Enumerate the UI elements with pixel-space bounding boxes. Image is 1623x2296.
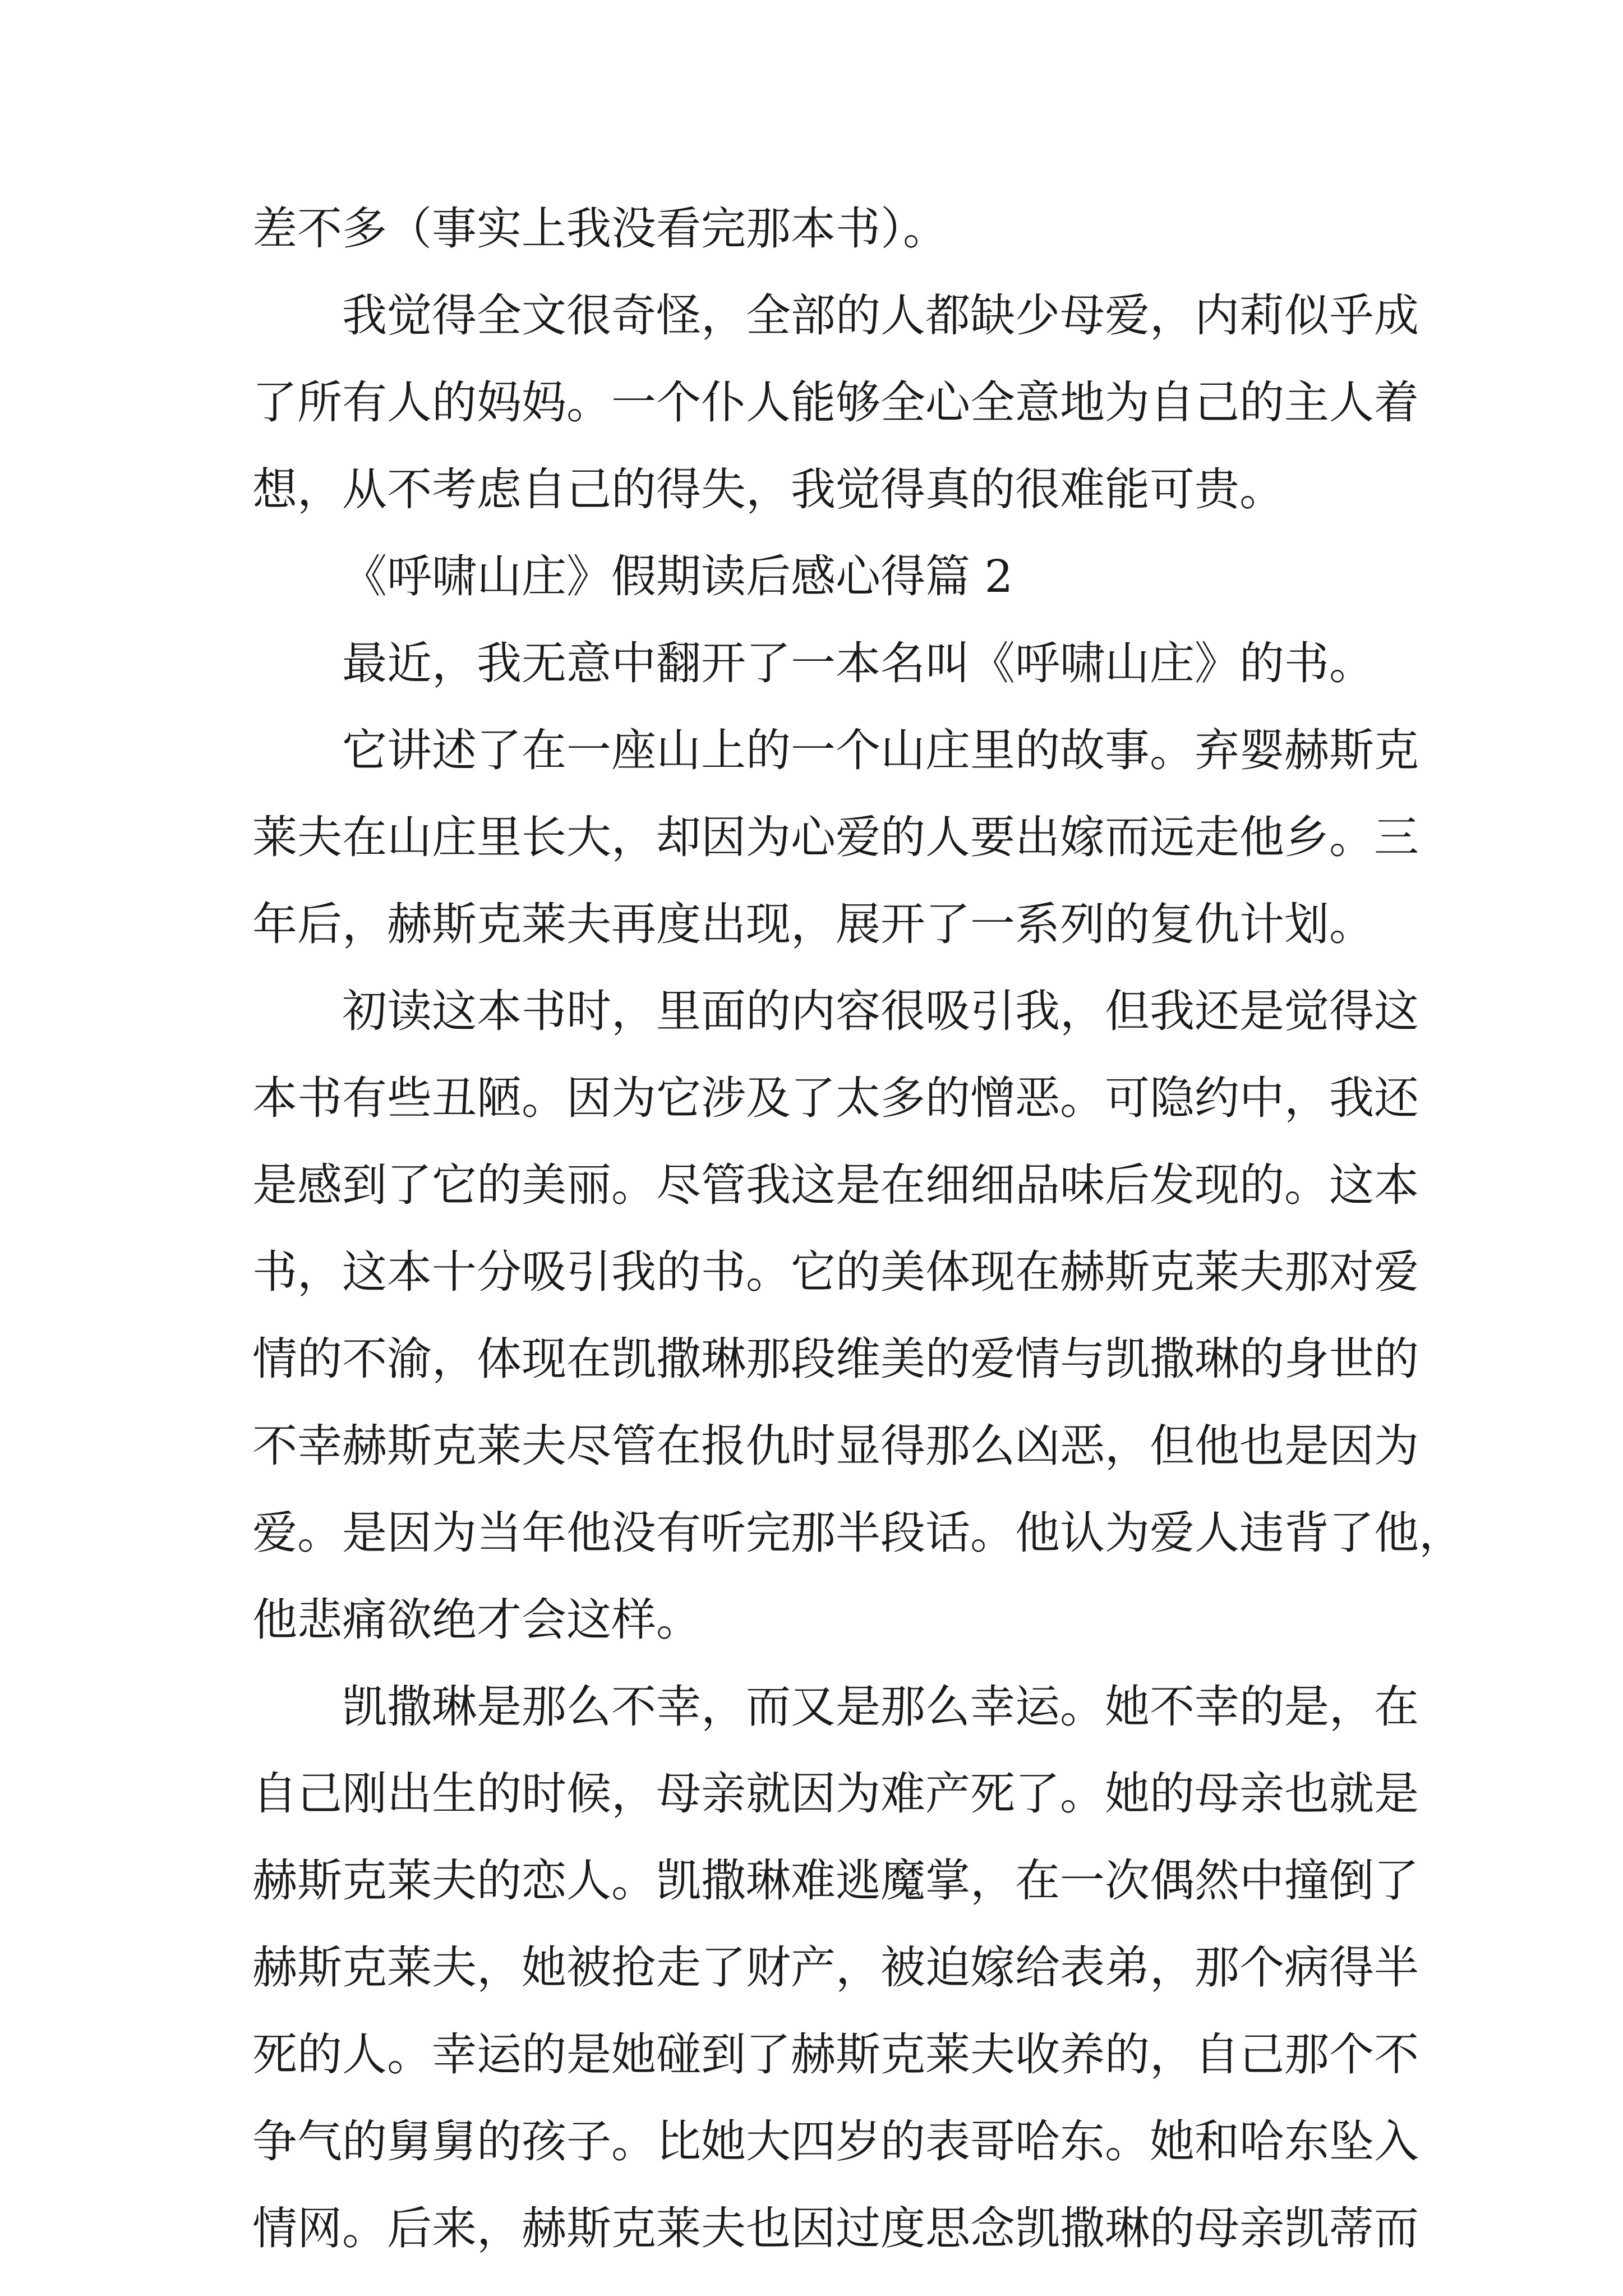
text-line: 差不多（事实上我没看完那本书）。 bbox=[252, 203, 948, 255]
text-line: 情的不渝，体现在凯撒琳那段维美的爱情与凯撒琳的身世的 bbox=[252, 1333, 1419, 1385]
text-line: 赫斯克莱夫的恋人。凯撒琳难逃魔掌，在一次偶然中撞倒了 bbox=[252, 1855, 1419, 1907]
paragraph-intro bbox=[252, 620, 1396, 707]
paragraph-story bbox=[252, 707, 1419, 968]
text-line: 爱。是因为当年他没有听完那半段话。他认为爱人违背了他， bbox=[252, 1507, 1464, 1559]
paragraph-catherine bbox=[252, 1663, 1419, 2272]
text-line: 书，这本十分吸引我的书。它的美体现在赫斯克莱夫那对爱 bbox=[252, 1246, 1419, 1298]
text-line: 凯撒琳是那么不幸，而又是那么幸运。她不幸的是，在 bbox=[342, 1681, 1419, 1733]
text-line: 最近，我无意中翻开了一本名叫《呼啸山庄》的书。 bbox=[342, 637, 1374, 689]
text-line: 我觉得全文很奇怪，全部的人都缺少母爱，内莉似乎成 bbox=[342, 289, 1419, 342]
body-text bbox=[252, 185, 1464, 2272]
text-line: 年后，赫斯克莱夫再度出现，展开了一系列的复仇计划。 bbox=[252, 898, 1374, 950]
text-line: 想，从不考虑自己的得失，我觉得真的很难能可贵。 bbox=[252, 463, 1284, 516]
text-line: 本书有些丑陋。因为它涉及了太多的憎恶。可隐约中，我还 bbox=[252, 1072, 1419, 1124]
section-heading-text: 《呼啸山庄》假期读后感心得篇 2 bbox=[342, 550, 1013, 602]
paragraph-first-reading bbox=[252, 968, 1464, 1663]
section-heading bbox=[252, 533, 1396, 620]
text-line: 初读这本书时，里面的内容很吸引我，但我还是觉得这 bbox=[342, 985, 1419, 1037]
text-line: 他悲痛欲绝才会这样。 bbox=[252, 1594, 701, 1646]
text-line: 是感到了它的美丽。尽管我这是在细细品味后发现的。这本 bbox=[252, 1159, 1419, 1211]
text-line: 情网。后来，赫斯克莱夫也因过度思念凯撒琳的母亲凯蒂而 bbox=[252, 2202, 1419, 2254]
text-line: 不幸赫斯克莱夫尽管在报仇时显得那么凶恶，但他也是因为 bbox=[252, 1420, 1419, 1472]
text-line: 死的人。幸运的是她碰到了赫斯克莱夫收养的，自己那个不 bbox=[252, 2028, 1419, 2081]
paragraph-reflection bbox=[252, 272, 1419, 533]
text-line: 莱夫在山庄里长大，却因为心爱的人要出嫁而远走他乡。三 bbox=[252, 811, 1419, 863]
paragraph-continuation bbox=[252, 185, 1396, 272]
text-line: 赫斯克莱夫，她被抢走了财产，被迫嫁给表弟，那个病得半 bbox=[252, 1941, 1419, 1994]
text-line: 它讲述了在一座山上的一个山庄里的故事。弃婴赫斯克 bbox=[342, 724, 1419, 776]
text-line: 争气的舅舅的孩子。比她大四岁的表哥哈东。她和哈东坠入 bbox=[252, 2115, 1419, 2168]
text-line: 自己刚出生的时候，母亲就因为难产死了。她的母亲也就是 bbox=[252, 1768, 1419, 1820]
text-line: 了所有人的妈妈。一个仆人能够全心全意地为自己的主人着 bbox=[252, 376, 1419, 429]
